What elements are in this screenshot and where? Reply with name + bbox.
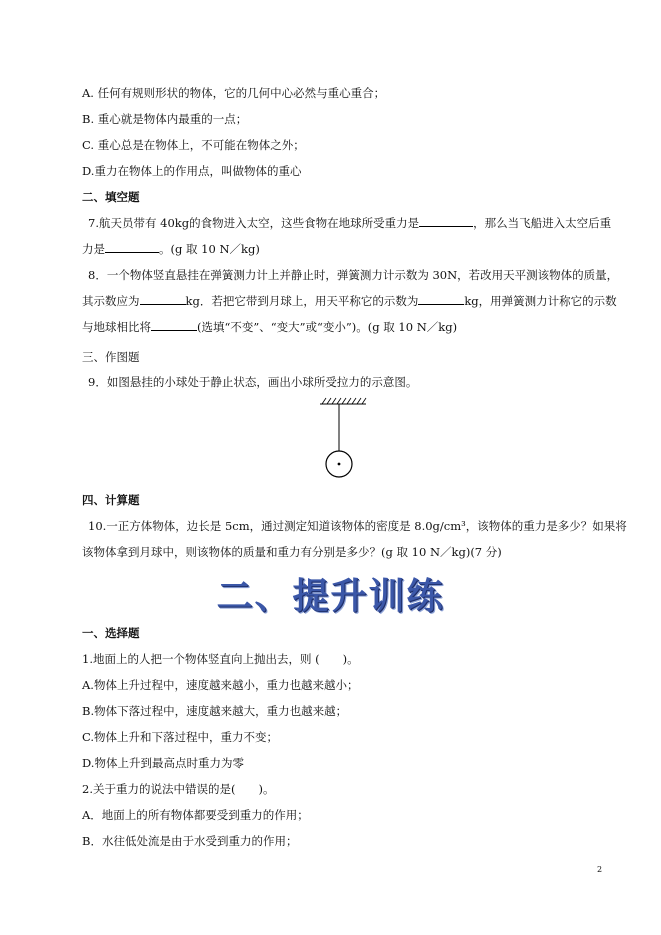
question-1-option-c: C.物体上升和下落过程中，重力不变； [82,730,279,744]
section-heading-drawing: 三、作图题 [82,350,140,364]
section-heading-choice: 一、选择题 [82,626,140,640]
q7-text-b: ，那么当飞船进入太空后重 [473,216,612,230]
question-2: 2.关于重力的说法中错误的是( )。 [82,782,275,796]
option-b: B. 重心就是物体内最重的一点； [82,112,248,126]
question-1-option-b: B.物体下落过程中，速度越来越大，重力也越来越； [82,704,348,718]
question-8-line1: 8．一个物体竖直悬挂在弹簧测力计上并静止时，弹簧测力计示数为 30N，若改用天平测该物体的质量， [88,268,619,282]
hanging-ball-figure [300,396,390,486]
page-number: 2 [597,865,603,874]
answer-blank [419,215,473,227]
q7-text-c: 力是 [82,242,105,256]
question-2-option-b: B．水往低处流是由于水受到重力的作用； [82,834,298,848]
question-7-line1 [88,215,611,231]
question-7-line2 [82,241,260,257]
question-10-line1: 10.一正方体物体，边长是 5cm，通过测定知道该物体的密度是 8.0g/cm³，该物体的重力是多少？如果将 [88,519,627,533]
q8-text-b3: kg，用弹簧测力计称它的示数 [464,294,617,308]
question-9: 9．如图悬挂的小球处于静止状态，画出小球所受拉力的示意图。 [88,375,418,389]
q8-text-c1: 与地球相比将 [82,320,151,334]
section-heading-fill-in: 二、填空题 [82,190,140,204]
ball-center-dot [338,463,341,466]
q8-text-c2: (选填“不变”、“变大”或“变小”)。(g 取 10 N／kg) [197,320,458,334]
question-2-option-a: A．地面上的所有物体都要受到重力的作用； [82,808,309,822]
option-a: A. 任何有规则形状的物体，它的几何中心必然与重心重合； [82,86,386,100]
answer-blank [151,319,197,331]
question-1-option-a: A.物体上升过程中，速度越来越小，重力也越来越小； [82,678,359,692]
answer-blank [418,293,464,305]
answer-blank [140,293,186,305]
section-banner-title: 二、提升训练 [216,576,445,617]
ceiling-hatching [322,398,366,404]
question-8-line2 [82,293,617,309]
option-d: D.重力在物体上的作用点，叫做物体的重心 [82,164,302,178]
q8-text-b1: 其示数应为 [82,294,140,308]
section-heading-calculation: 四、计算题 [82,493,140,507]
option-c: C. 重心总是在物体上，不可能在物体之外； [82,138,305,152]
q7-text-d: 。(g 取 10 N／kg) [159,242,260,256]
q8-text-b2: kg．若把它带到月球上，用天平称它的示数为 [185,294,419,308]
question-8-line3 [82,319,457,335]
q7-text-a: 7.航天员带有 40kg的食物进入太空，这些食物在地球所受重力是 [88,216,420,230]
question-10-line2: 该物体拿到月球中，则该物体的质量和重力有分别是多少？(g 取 10 N／kg)(7 分) [82,545,502,559]
answer-blank [105,241,159,253]
question-1: 1.地面上的人把一个物体竖直向上抛出去，则 ( )。 [82,652,359,666]
question-1-option-d: D.物体上升到最高点时重力为零 [82,756,244,770]
